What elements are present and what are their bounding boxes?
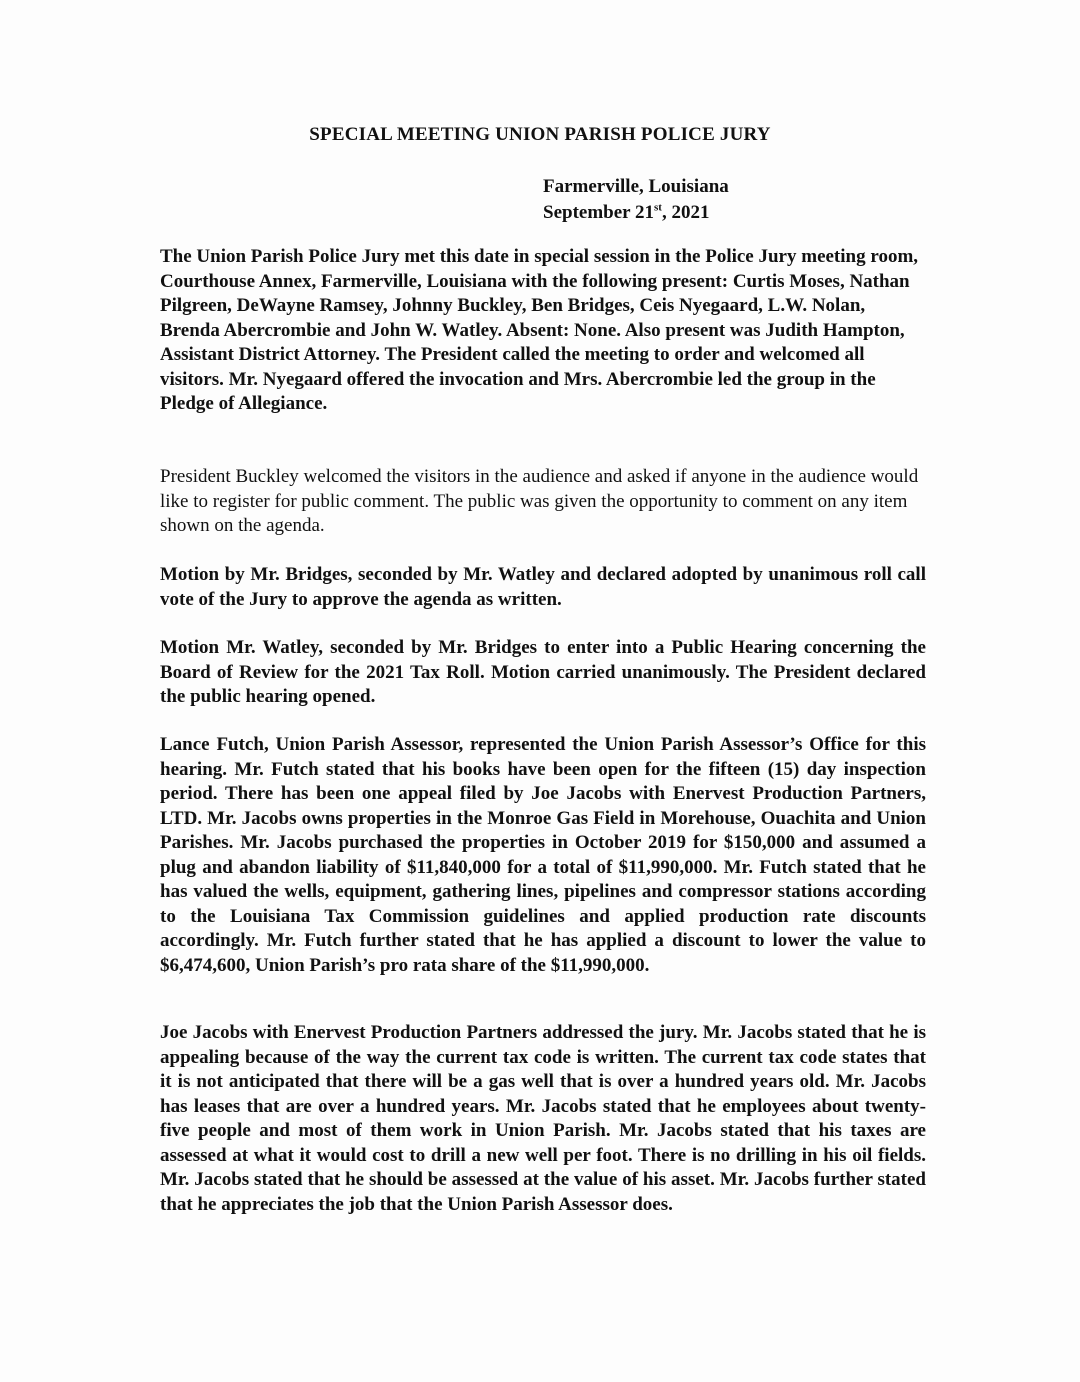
meeting-location: Farmerville, Louisiana (543, 176, 729, 197)
paragraph-public-comment: President Buckley welcomed the visitors in the audience and asked if anyone in the audience would like to register for public comment. The public was given the opportunity to comment on any item shown on the agenda. (160, 466, 919, 536)
paragraph-public-hearing-motion: Motion Mr. Watley, seconded by Mr. Bridges to enter into a Public Hearing concerning the Board of Review for the 2021 Tax Roll. Motion carried unanimously. The President declared the public hearing opened. (160, 637, 926, 707)
meeting-date-ordinal: st (654, 201, 662, 214)
document-title: SPECIAL MEETING UNION PARISH POLICE JURY (309, 124, 771, 145)
location-date-block (543, 174, 729, 226)
paragraph-jacobs-statement: Joe Jacobs with Enervest Production Partners addressed the jury. Mr. Jacobs stated that he is appealing because of the way the current tax code is written. The current tax code states that it is not anticipated that there will be a gas well that is over a hundred years old. Mr. Jacobs has leases that are over a hundred years. Mr. Jacobs stated that he employees about twenty-five people and most of them work in Union Parish. Mr. Jacobs stated that his taxes are assessed at what it would cost to drill a new well per foot. There is no drilling in his oil fields. Mr. Jacobs stated that he should be assessed at the value of his asset. Mr. Jacobs further stated that he appreciates the job that the Union Parish Assessor does. (160, 1022, 926, 1215)
meeting-date (543, 200, 729, 226)
paragraph-assessor-statement: Lance Futch, Union Parish Assessor, represented the Union Parish Assessor’s Office for this hearing. Mr. Futch stated that his books have been open for the fifteen (15) day inspection period. There has been one appeal filed by Joe Jacobs with Enervest Production Partners, LTD. Mr. Jacobs owns properties in the Monroe Gas Field in Morehouse, Ouachita and Union Parishes. Mr. Jacobs purchased the properties in October 2019 for $150,000 and assumed a plug and abandon liability of $11,840,000 for a total of $11,990,000. Mr. Futch stated that he has valued the wells, equipment, gathering lines, pipelines and compressor stations according to the Louisiana Tax Commission guidelines and applied production rate discounts accordingly. Mr. Futch further stated that he has applied a discount to lower the value to $6,474,600, Union Parish’s pro rata share of the $11,990,000. (160, 734, 926, 976)
paragraph-agenda-motion: Motion by Mr. Bridges, seconded by Mr. Watley and declared adopted by unanimous roll call vote of the Jury to approve the agenda as written. (160, 564, 926, 610)
meeting-date-year: , 2021 (661, 202, 710, 223)
paragraph-attendance: The Union Parish Police Jury met this date in special session in the Police Jury meeting room, Courthouse Annex, Farmerville, Louisiana with the following present: Curtis Moses, Nathan Pilgreen, DeWayne Ramsey, Johnny Buckley, Ben Bridges, Ceis Nyegaard, L.W. Nolan, Brenda Abercrombie and John W. Watley. Absent: None. Also present was Judith Hampton, Assistant District Attorney. The President called the meeting to order and welcomed all visitors. Mr. Nyegaard offered the invocation and Mrs. Abercrombie led the group in the Pledge of Allegiance. (160, 246, 919, 414)
meeting-date-main: September 21 (543, 202, 654, 223)
